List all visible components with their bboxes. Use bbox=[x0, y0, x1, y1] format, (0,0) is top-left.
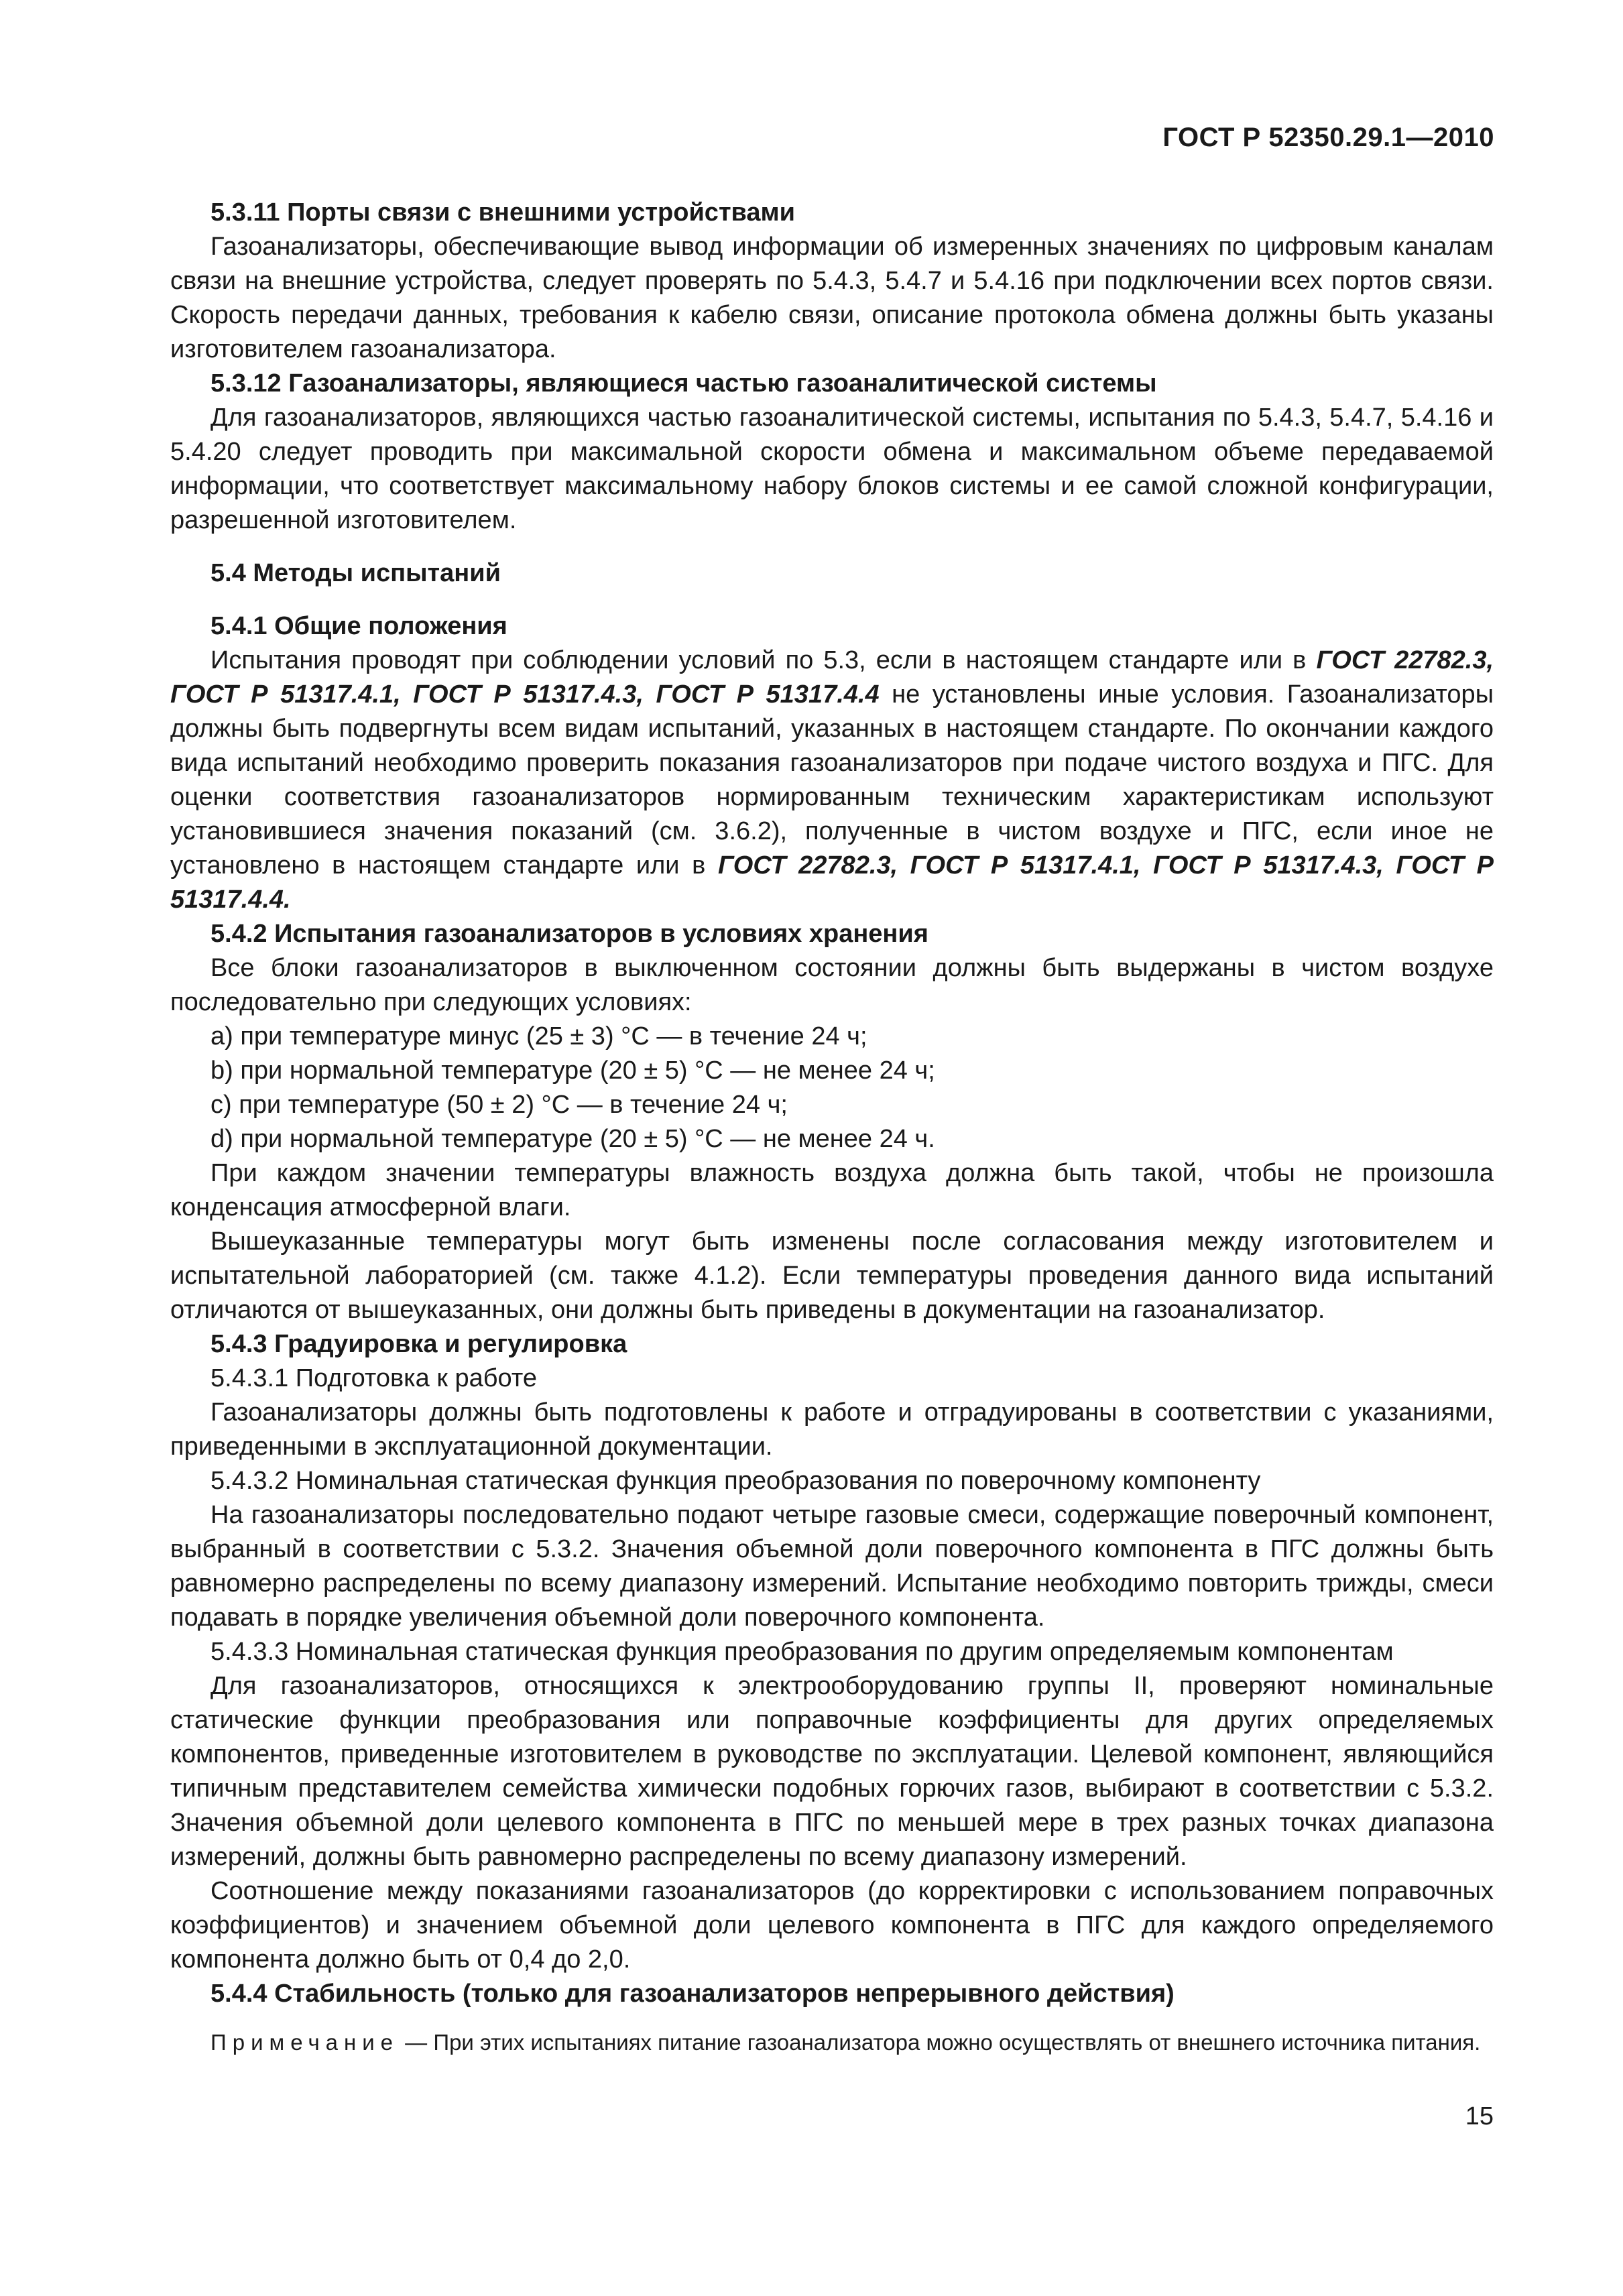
text-run: не установлены иные условия. Газоанализаторы должны быть подвергнуты всем видам испытаний, указанных в настоящем стандарте. По окончании каждого вида испытаний необходимо проверить показания газоанализаторов при подаче чистого воздуха и ПГС. Для оценки соответствия газоанализаторов нормированным техническим характеристикам используют установившиеся значения показаний (см. 3.6.2), полученные в чистом воздухе и ПГС, если иное не установлено в настоящем стандарте или в bbox=[170, 680, 1494, 880]
paragraph: При каждом значении температуры влажность воздуха должна быть такой, чтобы не произошла конденсация атмосферной влаги. bbox=[170, 1159, 1494, 1221]
standards-reference: ГОСТ 22782.3, ГОСТ Р 51317.4.1, ГОСТ Р 51317.4.3, ГОСТ Р 51317.4.4. bbox=[170, 851, 1494, 914]
page-number: 15 bbox=[1465, 2102, 1494, 2130]
list-item: а) при температуре минус (25 ± 3) °С — в течение 24 ч; bbox=[211, 1022, 867, 1050]
subsection-heading-5-4-3-1: 5.4.3.1 Подготовка к работе bbox=[211, 1364, 537, 1392]
list-item: d) при нормальной температуре (20 ± 5) °С — не менее 24 ч. bbox=[211, 1125, 935, 1153]
section-heading-5-4-4: 5.4.4 Стабильность (только для газоанализаторов непрерывного действия) bbox=[211, 1980, 1175, 2008]
document-body bbox=[170, 196, 1494, 2058]
section-heading-5-3-12: 5.3.12 Газоанализаторы, являющиеся частью газоаналитической системы bbox=[211, 369, 1157, 398]
text-run: Испытания проводят при соблюдении условий по 5.3, если в настоящем стандарте или в bbox=[211, 646, 1317, 674]
section-heading-5-3-11: 5.3.11 Порты связи с внешними устройствами bbox=[211, 198, 796, 227]
list-item: b) при нормальной температуре (20 ± 5) °С — не менее 24 ч; bbox=[211, 1056, 935, 1085]
paragraph-general-provisions bbox=[170, 644, 1494, 917]
subsection-heading-5-4-3-2: 5.4.3.2 Номинальная статическая функция преобразования по поверочному компоненту bbox=[211, 1467, 1261, 1495]
standards-reference: ГОСТ 22782.3, ГОСТ Р 51317.4.1, ГОСТ Р 51317.4.3, ГОСТ Р 51317.4.4 bbox=[170, 646, 1494, 709]
note-text: — При этих испытаниях питание газоанализатора можно осуществлять от внешнего источника питания. bbox=[399, 2030, 1481, 2055]
note bbox=[170, 2027, 1494, 2058]
document-id-header: ГОСТ Р 52350.29.1—2010 bbox=[1162, 123, 1494, 152]
paragraph: Все блоки газоанализаторов в выключенном состоянии должны быть выдержаны в чистом воздухе последовательно при следующих условиях: bbox=[170, 954, 1494, 1016]
section-heading-5-4-1: 5.4.1 Общие положения bbox=[211, 612, 507, 640]
subsection-heading-5-4-3-3: 5.4.3.3 Номинальная статическая функция преобразования по другим определяемым компонентам bbox=[211, 1638, 1394, 1666]
section-heading-5-4: 5.4 Методы испытаний bbox=[211, 559, 501, 587]
paragraph: Газоанализаторы должны быть подготовлены к работе и отградуированы в соответствии с указаниями, приведенными в эксплуатационной документации. bbox=[170, 1398, 1494, 1461]
note-label: Примечание bbox=[211, 2030, 400, 2055]
list-item: c) при температуре (50 ± 2) °С — в течение 24 ч; bbox=[211, 1091, 788, 1119]
paragraph: На газоанализаторы последовательно подают четыре газовые смеси, содержащие поверочный компонент, выбранный в соответствии с 5.3.2. Значения объемной доли поверочного компонента в ПГС должны быть равномерно распределены по всему диапазону измерений. Испытание необходимо повторить трижды, смеси подавать в порядке увеличения объемной доли поверочного компонента. bbox=[170, 1501, 1494, 1632]
paragraph: Вышеуказанные температуры могут быть изменены после согласования между изготовителем и испытательной лабораторией (см. также 4.1.2). Если температуры проведения данного вида испытаний отличаются от вышеуказанных, они должны быть приведены в документации на газоанализатор. bbox=[170, 1227, 1494, 1324]
section-heading-5-4-3: 5.4.3 Градуировка и регулировка bbox=[211, 1330, 627, 1358]
section-heading-5-4-2: 5.4.2 Испытания газоанализаторов в условиях хранения bbox=[211, 920, 928, 948]
paragraph: Для газоанализаторов, относящихся к электрооборудованию группы II, проверяют номинальные статические функции преобразования или поправочные коэффициенты для других определяемых компонентов, приведенные изготовителем в руководстве по эксплуатации. Целевой компонент, являющийся типичным представителем семейства химически подобных горючих газов, выбирают в соответствии с 5.3.2. Значения объемной доли целевого компонента в ПГС по меньшей мере в трех разных точках диапазона измерений, должны быть равномерно распределены по всему диапазону измерений. bbox=[170, 1672, 1494, 1871]
paragraph: Соотношение между показаниями газоанализаторов (до корректировки с использованием поправочных коэффициентов) и значением объемной доли целевого компонента в ПГС для каждого определяемого компонента должно быть от 0,4 до 2,0. bbox=[170, 1877, 1494, 1974]
paragraph: Для газоанализаторов, являющихся частью газоаналитической системы, испытания по 5.4.3, 5.4.7, 5.4.16 и 5.4.20 следует проводить при максимальной скорости обмена и максимальном объеме передаваемой информации, что соответствует максимальному набору блоков системы и ее самой сложной конфигурации, разрешенной изготовителем. bbox=[170, 404, 1494, 534]
paragraph: Газоанализаторы, обеспечивающие вывод информации об измеренных значениях по цифровым каналам связи на внешние устройства, следует проверять по 5.4.3, 5.4.7 и 5.4.16 при подключении всех портов связи. Скорость передачи данных, требования к кабелю связи, описание протокола обмена должны быть указаны изготовителем газоанализатора. bbox=[170, 233, 1494, 363]
